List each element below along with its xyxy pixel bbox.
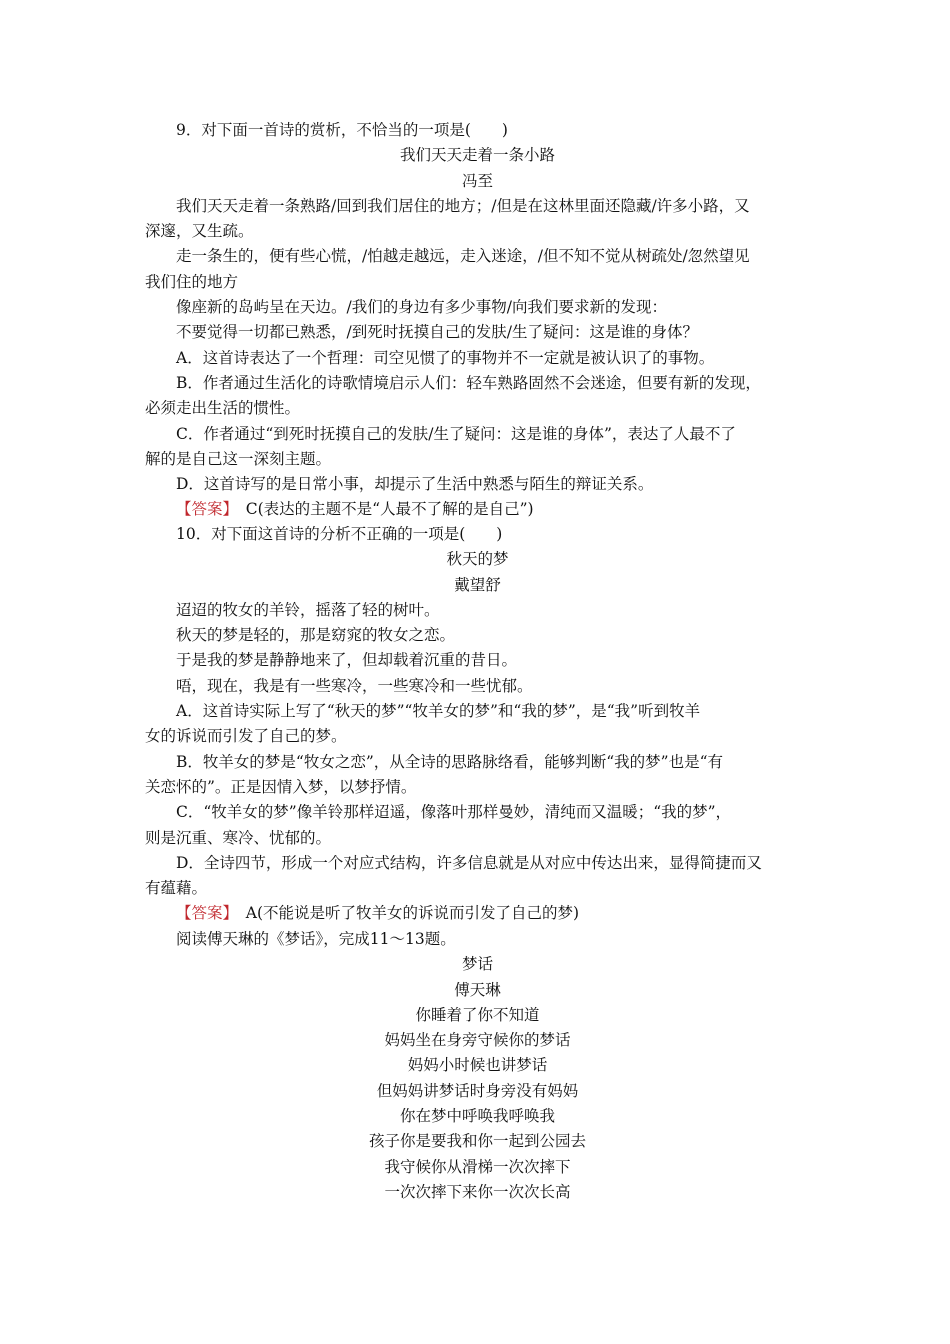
option-a-cont: 女的诉说而引发了自己的梦。 <box>145 727 347 746</box>
poem-title: 我们天天走着一条小路 <box>399 146 555 165</box>
poem-line: 我守候你从滑梯一次次摔下 <box>384 1157 571 1176</box>
poem-author: 傅天琳 <box>454 980 501 999</box>
option-b: B．牧羊女的梦是“牧女之恋”，从全诗的思路脉络看，能够判断“我的梦”也是“有 <box>176 752 724 771</box>
poem-line: 迢迢的牧女的羊铃，摇落了轻的树叶。 <box>176 600 440 619</box>
poem-line: 你在梦中呼唤我呼唤我 <box>399 1107 555 1126</box>
poem-line: 不要觉得一切都已熟悉，/到死时抚摸自己的发肤/生了疑问：这是谁的身体？ <box>176 323 698 342</box>
reading-section <box>145 927 810 1205</box>
answer-label: 【答案】 <box>176 904 231 923</box>
poem-line: 妈妈小时候也讲梦话 <box>407 1056 548 1075</box>
poem-line: 于是我的梦是静静地来了，但却载着沉重的昔日。 <box>176 651 518 670</box>
answer-line <box>145 497 810 522</box>
poem-line: 深邃，又生疏。 <box>145 222 254 241</box>
poem-line: 秋天的梦是轻的，那是窈窕的牧女之恋。 <box>176 626 456 645</box>
option-d: D．这首诗写的是日常小事，却提示了生活中熟悉与陌生的辩证关系。 <box>176 475 654 494</box>
reading-intro: 阅读傅天琳的《梦话》，完成11～13题。 <box>176 930 456 948</box>
option-d: D．全诗四节，形成一个对应式结构，许多信息就是从对应中传达出来，显得简捷而又 <box>176 853 762 872</box>
option-c: C．作者通过“到死时抚摸自己的发肤/生了疑问：这是谁的身体”，表达了人最不了 <box>176 424 736 443</box>
option-a: A．这首诗实际上写了“秋天的梦”“牧羊女的梦”和“我的梦”，是“我”听到牧羊 <box>176 702 701 721</box>
poem-line: 妈妈坐在身旁守候你的梦话 <box>384 1031 571 1050</box>
poem-line: 你睡着了你不知道 <box>415 1005 540 1024</box>
question-9 <box>145 118 810 523</box>
poem-line: 唔，现在，我是有一些寒冷，一些寒冷和一些忧郁。 <box>176 676 533 695</box>
question-9-stem: 9．对下面一首诗的赏析，不恰当的一项是( ) <box>176 121 508 139</box>
option-b-cont: 关恋怀的”。正是因情入梦，以梦抒情。 <box>145 777 417 796</box>
option-c: C．“牧羊女的梦”像羊铃那样迢遥，像落叶那样曼妙，清纯而又温暖；“我的梦”， <box>176 803 732 822</box>
answer-label: 【答案】 <box>176 500 231 519</box>
option-c-cont: 则是沉重、寒冷、忧郁的。 <box>145 828 332 847</box>
option-d-cont: 有蕴藉。 <box>145 879 208 898</box>
poem-line: 走一条生的，便有些心慌，/怕越走越远，走入迷途，/但不知不觉从树疏处/忽然望见 <box>176 247 750 266</box>
poem-author: 戴望舒 <box>454 575 501 594</box>
poem-line: 但妈妈讲梦话时身旁没有妈妈 <box>376 1081 579 1100</box>
poem-title: 秋天的梦 <box>446 550 509 569</box>
option-a: A．这首诗表达了一个哲理：司空见惯了的事物并不一定就是被认识了的事物。 <box>176 348 715 367</box>
answer-line <box>145 901 810 926</box>
option-b-cont: 必须走出生活的惯性。 <box>145 399 301 418</box>
poem-line: 一次次摔下来你一次次长高 <box>384 1182 571 1201</box>
poem-author: 冯至 <box>461 171 493 190</box>
question-10 <box>145 522 810 927</box>
poem-line: 我们天天走着一条熟路/回到我们居住的地方；/但是在这林里面还隐藏/许多小路，又 <box>176 196 750 215</box>
poem-line: 像座新的岛屿呈在天边。/我们的身边有多少事物/向我们要求新的发现： <box>176 298 667 317</box>
answer-text: A(不能说是听了牧羊女的诉说而引发了自己的梦) <box>230 904 580 923</box>
poem-line: 我们住的地方 <box>145 272 239 291</box>
poem-title: 梦话 <box>461 955 493 974</box>
answer-text: C(表达的主题不是“人最不了解的是自己”) <box>230 500 534 519</box>
question-10-stem: 10．对下面这首诗的分析不正确的一项是( ) <box>176 525 503 543</box>
option-b: B．作者通过生活化的诗歌情境启示人们：轻车熟路固然不会迷途，但要有新的发现， <box>176 373 761 392</box>
poem-line: 孩子你是要我和你一起到公园去 <box>368 1132 586 1151</box>
option-c-cont: 解的是自己这一深刻主题。 <box>145 449 332 468</box>
